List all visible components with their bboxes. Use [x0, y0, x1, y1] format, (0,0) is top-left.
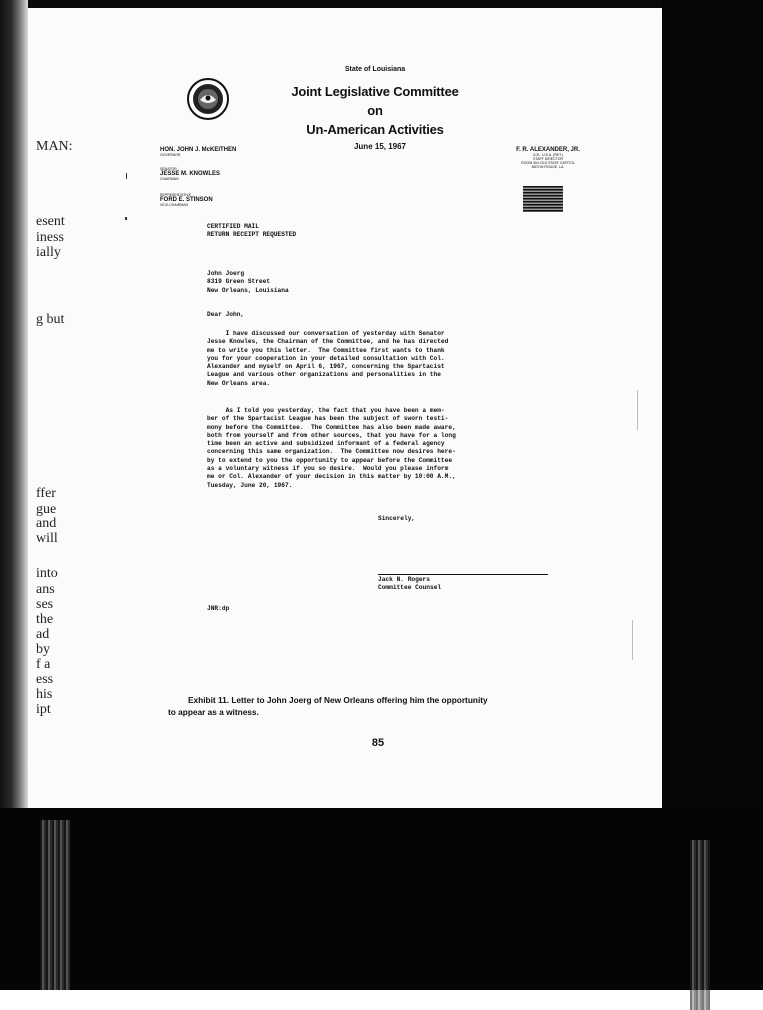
officer-governor	[160, 147, 236, 157]
scan-border-bottom	[0, 808, 763, 990]
officer-role: CHAIRMAN	[160, 177, 179, 181]
letterhead-state: State of Louisiana	[344, 66, 406, 73]
scan-border-top	[0, 0, 763, 8]
bleed-fragment: ially	[36, 245, 61, 260]
officer-name: JESSE M. KNOWLES	[160, 171, 221, 177]
bleed-fragment: esent	[36, 214, 65, 229]
officer-role-prefix: REPRESENTATIVE	[160, 193, 191, 197]
bleed-fragment: ffer	[36, 486, 56, 501]
salutation: Dear John,	[207, 311, 245, 318]
bleed-fragment: g but	[36, 312, 65, 327]
officer-vice-chairman	[160, 193, 213, 207]
letter-paragraph-1	[207, 330, 448, 388]
bleed-fragment: by	[36, 642, 50, 657]
bleed-fragment: MAN:	[36, 139, 73, 154]
scan-streak-right	[690, 840, 710, 1010]
paragraph-line: mony before the Committee. The Committee has also been made aware,	[207, 423, 456, 431]
bleed-fragment: f a	[36, 657, 51, 672]
caption-line: Exhibit 11. Letter to John Joerg of New Orleans offering him the opportunity	[188, 695, 488, 705]
bleed-fragment: his	[36, 687, 53, 702]
paragraph-line: Tuesday, June 20, 1967.	[207, 481, 293, 489]
officer-detail: COL. U.S.A. (RET.)	[532, 153, 564, 157]
redaction-stamp	[523, 186, 563, 212]
recipient-address	[207, 270, 289, 295]
paragraph-line: me or Col. Alexander of your decision in this matter by 10:00 A.M.,	[207, 473, 456, 481]
paragraph-line: me to write you this letter. The Committee first wants to thank	[207, 346, 445, 354]
officer-detail: ROOM 404 OLD STATE CAPITOL	[521, 161, 575, 165]
bleed-fragment: ess	[36, 672, 54, 687]
bleed-fragment: iness	[36, 230, 64, 245]
paragraph-line: time been an active and subsidized informant of a federal agency	[207, 440, 445, 448]
address-line: 8319 Green Street	[207, 278, 271, 286]
scan-speck	[125, 217, 127, 220]
bleed-fragment: the	[36, 612, 54, 627]
paragraph-line: both from yourself and from other sources, that you have for a long	[207, 431, 456, 439]
address-line: New Orleans, Louisiana	[207, 286, 289, 294]
signature-line	[378, 574, 548, 575]
letter-date: June 15, 1967	[353, 142, 407, 151]
officer-role: VICE-CHAIRMAN	[160, 203, 189, 207]
signature-block	[378, 576, 441, 593]
officer-role-prefix: SENATOR	[160, 167, 177, 171]
bleed-fragment: ipt	[36, 702, 51, 717]
typist-initials: JNR:dp	[207, 605, 230, 612]
paragraph-line: League and various other organizations and personalities in the	[207, 371, 441, 379]
exhibit-caption	[168, 694, 588, 718]
paragraph-line: concerning this same organization. The Committee now desires here-	[207, 448, 456, 456]
scan-speck	[637, 390, 638, 430]
letterhead-title: Joint Legislative Committee	[291, 84, 459, 99]
officer-chairman	[160, 167, 220, 181]
paragraph-line: ber of the Spartacist League has been the subject of sworn testi-	[207, 415, 449, 423]
letterhead-title-on: on	[367, 103, 383, 118]
bleed-fragment: gue	[36, 502, 57, 517]
bleed-fragment: will	[36, 531, 58, 546]
bleed-fragment: ans	[36, 582, 55, 597]
paragraph-line: I have discussed our conversation of yesterday with Senator	[207, 330, 445, 337]
mail-line: CERTIFIED MAIL	[207, 223, 259, 230]
bleed-fragment: and	[36, 516, 57, 531]
officer-name: F. R. ALEXANDER, JR.	[516, 147, 580, 153]
signer-title: Committee Counsel	[378, 584, 442, 592]
bleed-fragment: ses	[36, 597, 54, 612]
paragraph-line: New Orleans area.	[207, 379, 271, 387]
paragraph-line: As I told you yesterday, the fact that you have been a mem-	[207, 407, 445, 414]
address-line: John Joerg	[207, 270, 245, 277]
paragraph-line: as a voluntary witness if you so desire. Would you please inform	[207, 465, 449, 473]
page-number: 85	[371, 737, 385, 749]
paragraph-line: Alexander and myself on April 6, 1967, concerning the Spartacist	[207, 363, 445, 371]
bleed-fragment: into	[36, 566, 58, 581]
officer-name: HON. JOHN J. McKEITHEN	[160, 147, 237, 153]
officer-detail: STAFF DIRECTOR	[532, 157, 563, 161]
paragraph-line: you for your cooperation in your detailed consultation with Col.	[207, 354, 445, 362]
paragraph-line: by to extend to you the opportunity to appear before the Committee	[207, 456, 453, 464]
mail-line: RETURN RECEIPT REQUESTED	[207, 231, 297, 239]
officer-role: GOVERNOR	[160, 153, 181, 157]
state-seal-icon	[187, 78, 229, 120]
officer-name: FORD E. STINSON	[160, 197, 213, 203]
caption-line: to appear as a witness.	[168, 707, 259, 717]
closing: Sincerely,	[378, 515, 416, 522]
officer-detail: BATON ROUGE, LA.	[531, 165, 565, 169]
bleed-fragment: ad	[36, 627, 50, 642]
scan-speck	[632, 620, 633, 660]
scan-streak-left	[40, 820, 70, 990]
mail-notice	[207, 223, 296, 240]
signer-name: Jack N. Rogers	[378, 576, 430, 583]
paragraph-line: Jesse Knowles, the Chairman of the Committee, and he has directed	[207, 338, 449, 346]
scan-speck	[126, 173, 127, 179]
officer-staff-director	[516, 147, 580, 169]
letter-paragraph-2	[207, 407, 456, 490]
letterhead-title-committee: Un-American Activities	[306, 122, 444, 137]
